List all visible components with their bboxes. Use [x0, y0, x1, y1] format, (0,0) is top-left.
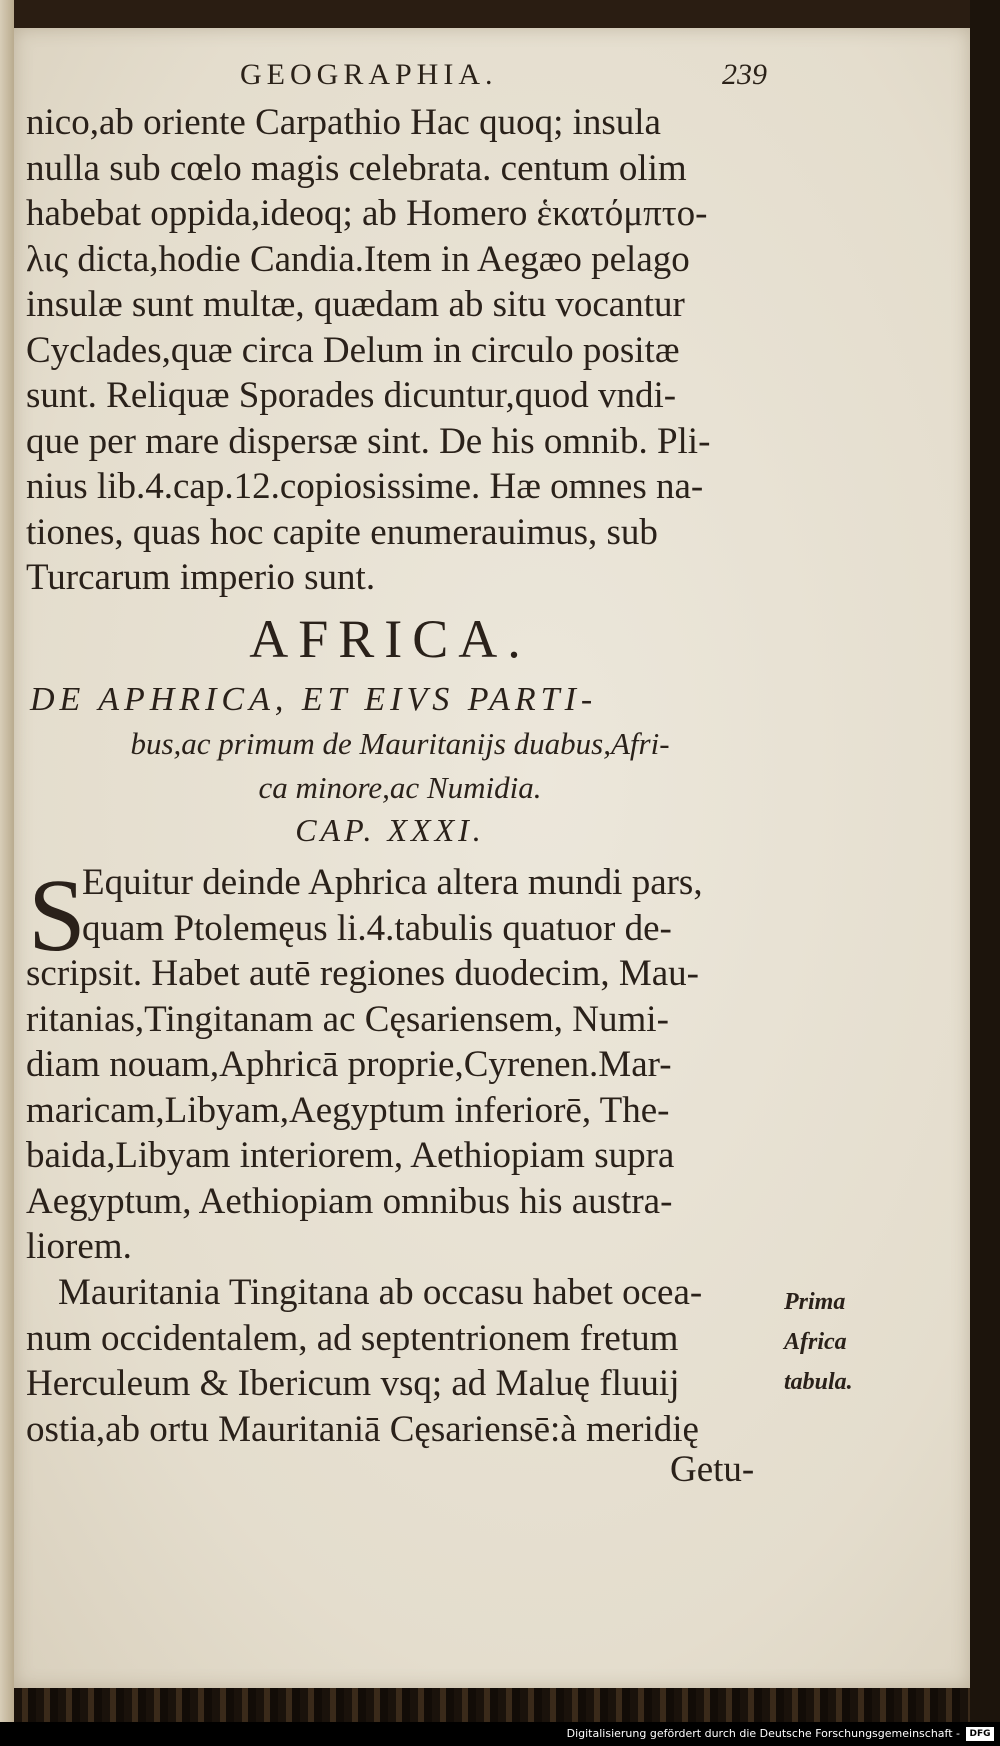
margin-note [784, 1282, 894, 1402]
text-line: scripsit. Habet autē regiones duodecim, Mau- [26, 953, 699, 994]
text-line: num occidentalem, ad septentrionem fretum [26, 1317, 679, 1359]
text-line: nius lib.4.cap.12.copiosissime. Hæ omnes na- [26, 466, 704, 507]
text-line: Equitur deinde Aphrica altera mundi pars, [82, 862, 703, 903]
text-line: ostia,ab ortu Mauritaniā Cęsariensē:à meridię [26, 1408, 699, 1450]
body-text-paragraph [26, 1270, 778, 1452]
digitization-footer [0, 1722, 1000, 1746]
page-bottom-edge [14, 1688, 970, 1722]
text-line: Aegyptum, Aethiopiam omnibus his austra- [26, 1180, 673, 1222]
text-line: tiones, quas hoc capite enumerauimus, sub [26, 511, 658, 553]
page-left-edge [0, 0, 14, 1746]
text-line: Mauritania Tingitana ab occasu habet ocea- [58, 1272, 703, 1313]
body-text-top [26, 100, 778, 601]
margin-note-line: Africa [784, 1329, 847, 1355]
scan-background [970, 0, 1000, 1746]
text-line: diam nouam,Aphricā proprie,Cyrenen.Mar- [26, 1044, 672, 1085]
section-title: AFRICA. [249, 609, 531, 669]
chapter-heading-line: DE APHRICA, ET EIVS PARTI- [30, 681, 598, 718]
margin-note-line: tabula. [784, 1369, 853, 1395]
text-line: que per mare dispersæ sint. De his omnib. Pli- [26, 420, 711, 462]
running-head: GEOGRAPHIA. [240, 58, 498, 91]
chapter-heading-line: bus,ac primum de Mauritanijs duabus,Afri- [130, 726, 670, 761]
chapter-number: CAP. XXXI. [295, 812, 485, 848]
text-line: Cyclades,quæ circa Delum in circulo positæ [26, 329, 680, 371]
chapter-heading [30, 678, 770, 810]
catchword: Getu- [670, 1449, 755, 1490]
text-line: liorem. [26, 1226, 132, 1267]
text-line: sunt. Reliquæ Sporades dicuntur,quod vndi- [26, 375, 677, 416]
text-line: ritanias,Tingitanam ac Cęsariensem, Numi- [26, 998, 669, 1040]
margin-note-line: Prima [784, 1289, 846, 1315]
text-line: habebat oppida,ideoq; ab Homero ἑκατόμπτο- [26, 193, 708, 234]
page-number: 239 [722, 58, 767, 91]
text-line: baida,Libyam interiorem, Aethiopiam supra [26, 1135, 675, 1176]
footer-credit: Digitalisierung gefördert durch die Deutsche Forschungsgemeinschaft - [566, 1727, 960, 1740]
text-line: insulæ sunt multæ, quædam ab situ vocantur [26, 284, 685, 325]
text-line: Turcarum imperio sunt. [26, 557, 376, 598]
body-text-chapter [26, 860, 778, 1270]
text-line: Herculeum & Ibericum vsq; ad Maluę fluuij [26, 1363, 680, 1404]
chapter-heading-line: ca minore,ac Numidia. [258, 770, 542, 805]
dfg-logo: DFG [966, 1727, 994, 1741]
text-line: nulla sub cœlo magis celebrata. centum olim [26, 147, 687, 189]
text-line: quam Ptolemęus li.4.tabulis quatuor de- [82, 907, 672, 949]
text-line: λις dicta,hodie Candia.Item in Aegæo pelago [26, 238, 690, 280]
text-line: nico,ab oriente Carpathio Hac quoq; insula [26, 102, 661, 143]
text-line: maricam,Libyam,Aegyptum inferiorē, The- [26, 1089, 670, 1131]
drop-cap: S [28, 858, 86, 973]
